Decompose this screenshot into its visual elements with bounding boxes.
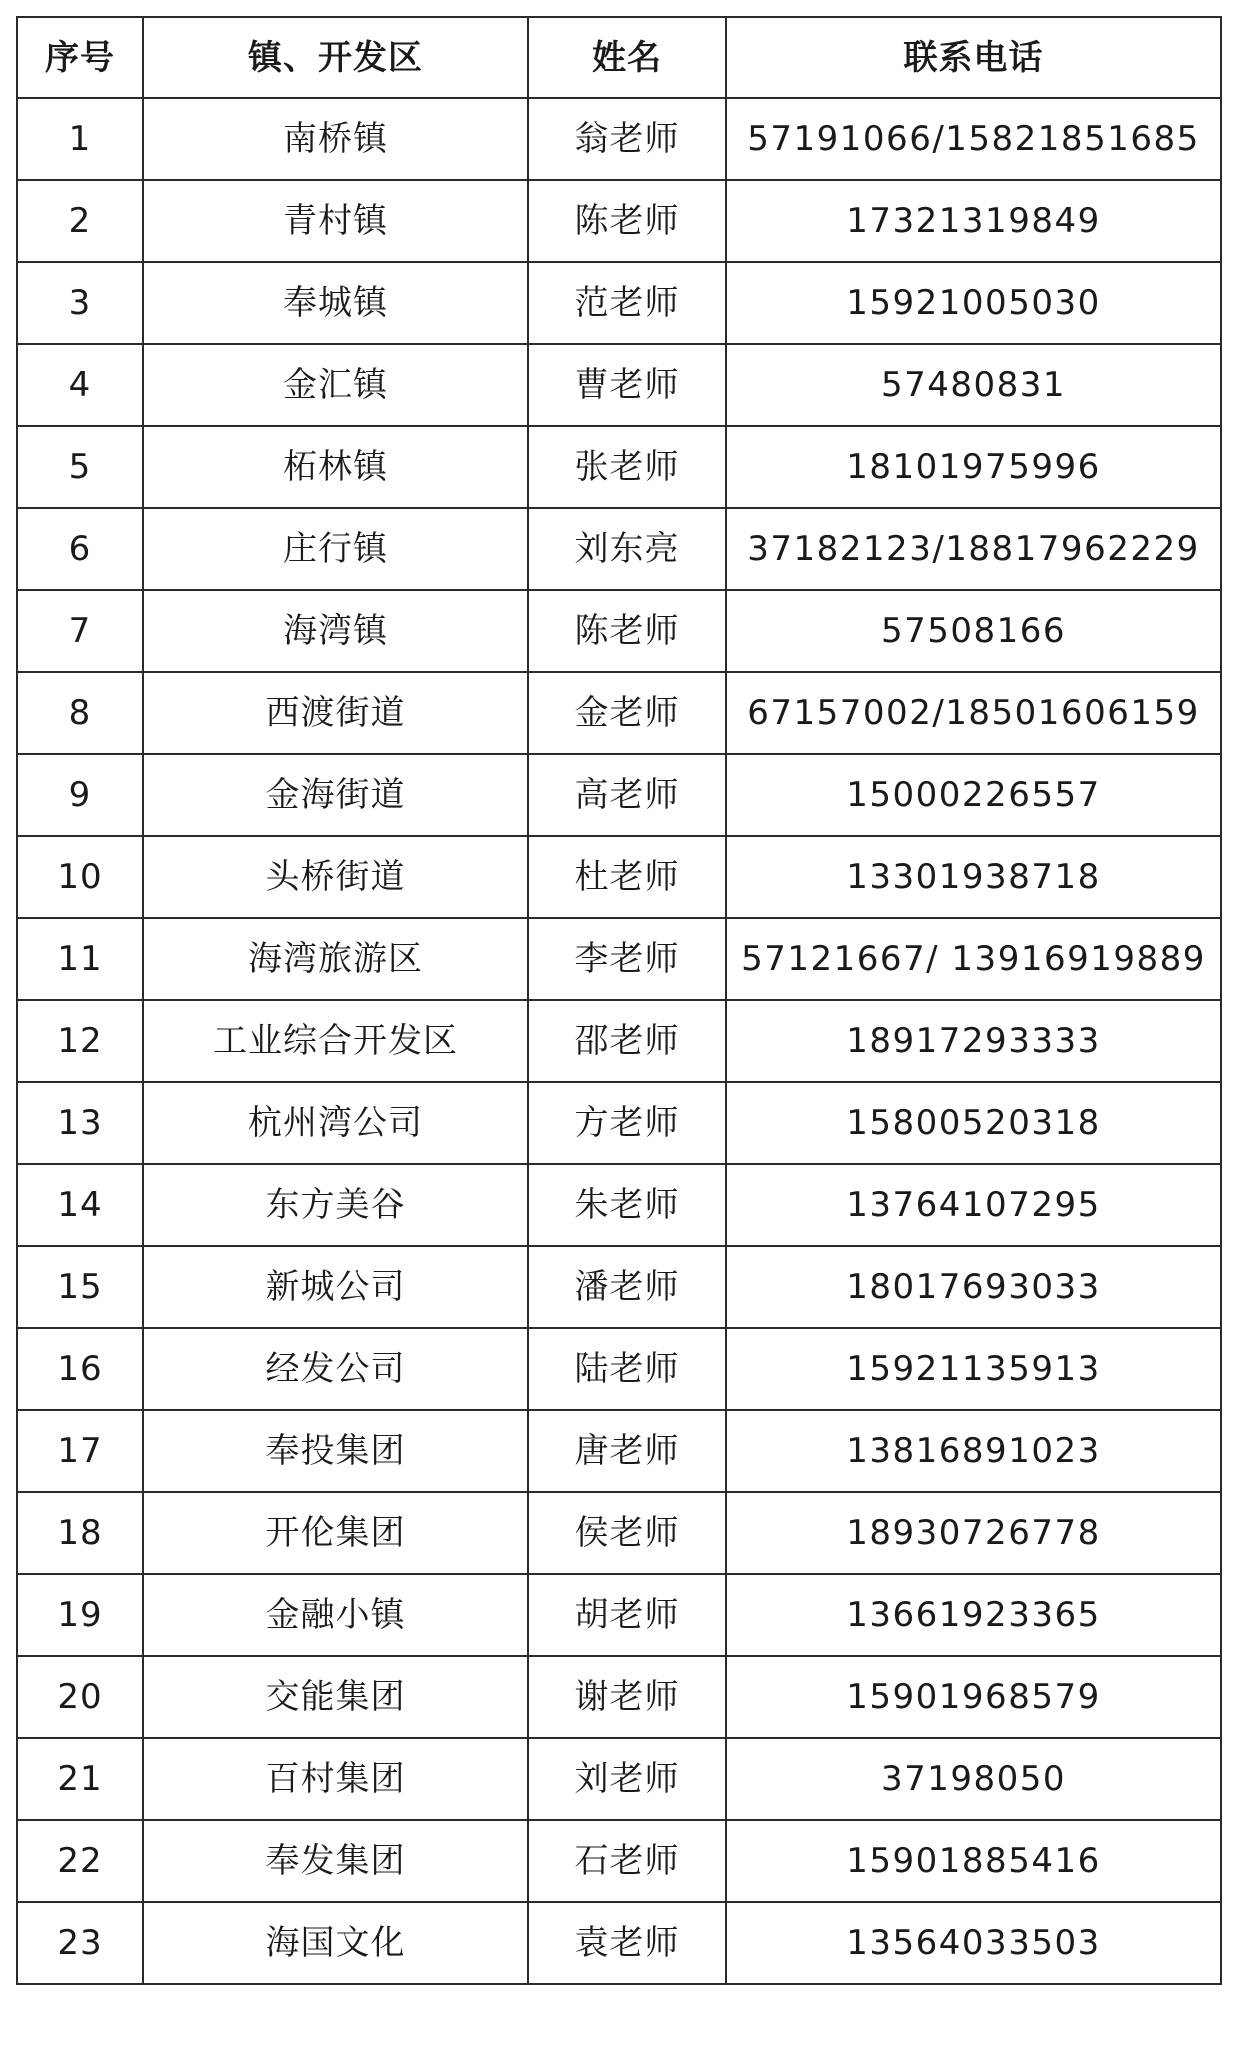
contact-name-cell: 张老师: [528, 426, 726, 508]
table-row: [17, 1820, 1221, 1902]
phone-cell: 37198050: [726, 1738, 1221, 1820]
table-body: [17, 98, 1221, 1984]
table-row: [17, 1082, 1221, 1164]
index-cell: 14: [17, 1164, 143, 1246]
area-cell: 杭州湾公司: [143, 1082, 528, 1164]
phone-cell: 13816891023: [726, 1410, 1221, 1492]
phone-cell: 15921005030: [726, 262, 1221, 344]
contact-name-cell: 陆老师: [528, 1328, 726, 1410]
index-cell: 2: [17, 180, 143, 262]
table-row: [17, 98, 1221, 180]
area-cell: 青村镇: [143, 180, 528, 262]
area-cell: 金汇镇: [143, 344, 528, 426]
header-area: 镇、开发区: [143, 17, 528, 98]
table-row: [17, 1492, 1221, 1574]
table-row: [17, 1000, 1221, 1082]
contact-name-cell: 刘老师: [528, 1738, 726, 1820]
index-cell: 8: [17, 672, 143, 754]
index-cell: 4: [17, 344, 143, 426]
index-cell: 18: [17, 1492, 143, 1574]
phone-cell: 17321319849: [726, 180, 1221, 262]
area-cell: 金海街道: [143, 754, 528, 836]
contact-name-cell: 杜老师: [528, 836, 726, 918]
table-row: [17, 344, 1221, 426]
index-cell: 10: [17, 836, 143, 918]
phone-cell: 18930726778: [726, 1492, 1221, 1574]
area-cell: 海国文化: [143, 1902, 528, 1984]
index-cell: 11: [17, 918, 143, 1000]
index-cell: 1: [17, 98, 143, 180]
contact-name-cell: 刘东亮: [528, 508, 726, 590]
table-row: [17, 426, 1221, 508]
area-cell: 百村集团: [143, 1738, 528, 1820]
area-cell: 东方美谷: [143, 1164, 528, 1246]
phone-cell: 57508166: [726, 590, 1221, 672]
table-row: [17, 754, 1221, 836]
index-cell: 20: [17, 1656, 143, 1738]
index-cell: 13: [17, 1082, 143, 1164]
table-row: [17, 1410, 1221, 1492]
table-row: [17, 180, 1221, 262]
index-cell: 15: [17, 1246, 143, 1328]
index-cell: 22: [17, 1820, 143, 1902]
index-cell: 17: [17, 1410, 143, 1492]
area-cell: 柘林镇: [143, 426, 528, 508]
table-row: [17, 672, 1221, 754]
index-cell: 23: [17, 1902, 143, 1984]
header-phone: 联系电话: [726, 17, 1221, 98]
contact-name-cell: 翁老师: [528, 98, 726, 180]
area-cell: 经发公司: [143, 1328, 528, 1410]
header-index: 序号: [17, 17, 143, 98]
index-cell: 3: [17, 262, 143, 344]
area-cell: 奉发集团: [143, 1820, 528, 1902]
index-cell: 16: [17, 1328, 143, 1410]
table-row: [17, 1738, 1221, 1820]
phone-cell: 18017693033: [726, 1246, 1221, 1328]
area-cell: 奉城镇: [143, 262, 528, 344]
contact-name-cell: 方老师: [528, 1082, 726, 1164]
table-header-row: [17, 17, 1221, 98]
table-row: [17, 1574, 1221, 1656]
phone-cell: 15901968579: [726, 1656, 1221, 1738]
index-cell: 7: [17, 590, 143, 672]
phone-cell: 15921135913: [726, 1328, 1221, 1410]
contact-name-cell: 侯老师: [528, 1492, 726, 1574]
area-cell: 金融小镇: [143, 1574, 528, 1656]
table-row: [17, 836, 1221, 918]
area-cell: 交能集团: [143, 1656, 528, 1738]
table-row: [17, 1246, 1221, 1328]
contact-name-cell: 曹老师: [528, 344, 726, 426]
phone-cell: 57191066/15821851685: [726, 98, 1221, 180]
area-cell: 海湾旅游区: [143, 918, 528, 1000]
contact-name-cell: 唐老师: [528, 1410, 726, 1492]
table-row: [17, 508, 1221, 590]
phone-cell: 13564033503: [726, 1902, 1221, 1984]
phone-cell: 67157002/18501606159: [726, 672, 1221, 754]
contact-name-cell: 胡老师: [528, 1574, 726, 1656]
phone-cell: 18101975996: [726, 426, 1221, 508]
area-cell: 海湾镇: [143, 590, 528, 672]
contact-name-cell: 石老师: [528, 1820, 726, 1902]
contact-name-cell: 陈老师: [528, 180, 726, 262]
phone-cell: 57121667/ 13916919889: [726, 918, 1221, 1000]
table-row: [17, 262, 1221, 344]
index-cell: 12: [17, 1000, 143, 1082]
phone-cell: 15800520318: [726, 1082, 1221, 1164]
table-row: [17, 1164, 1221, 1246]
phone-cell: 13661923365: [726, 1574, 1221, 1656]
contact-name-cell: 潘老师: [528, 1246, 726, 1328]
table-row: [17, 1656, 1221, 1738]
contact-name-cell: 金老师: [528, 672, 726, 754]
index-cell: 5: [17, 426, 143, 508]
contact-table: [16, 16, 1222, 1985]
header-name: 姓名: [528, 17, 726, 98]
phone-cell: 18917293333: [726, 1000, 1221, 1082]
phone-cell: 13764107295: [726, 1164, 1221, 1246]
contact-name-cell: 高老师: [528, 754, 726, 836]
table-row: [17, 590, 1221, 672]
table-row: [17, 918, 1221, 1000]
contact-name-cell: 谢老师: [528, 1656, 726, 1738]
index-cell: 19: [17, 1574, 143, 1656]
area-cell: 新城公司: [143, 1246, 528, 1328]
contact-name-cell: 朱老师: [528, 1164, 726, 1246]
index-cell: 9: [17, 754, 143, 836]
index-cell: 6: [17, 508, 143, 590]
area-cell: 庄行镇: [143, 508, 528, 590]
phone-cell: 15901885416: [726, 1820, 1221, 1902]
area-cell: 头桥街道: [143, 836, 528, 918]
phone-cell: 57480831: [726, 344, 1221, 426]
area-cell: 开伦集团: [143, 1492, 528, 1574]
area-cell: 南桥镇: [143, 98, 528, 180]
contact-name-cell: 邵老师: [528, 1000, 726, 1082]
contact-name-cell: 陈老师: [528, 590, 726, 672]
contact-name-cell: 范老师: [528, 262, 726, 344]
contact-name-cell: 李老师: [528, 918, 726, 1000]
contact-name-cell: 袁老师: [528, 1902, 726, 1984]
index-cell: 21: [17, 1738, 143, 1820]
phone-cell: 15000226557: [726, 754, 1221, 836]
area-cell: 西渡街道: [143, 672, 528, 754]
phone-cell: 37182123/18817962229: [726, 508, 1221, 590]
phone-cell: 13301938718: [726, 836, 1221, 918]
area-cell: 奉投集团: [143, 1410, 528, 1492]
table-row: [17, 1902, 1221, 1984]
area-cell: 工业综合开发区: [143, 1000, 528, 1082]
table-row: [17, 1328, 1221, 1410]
